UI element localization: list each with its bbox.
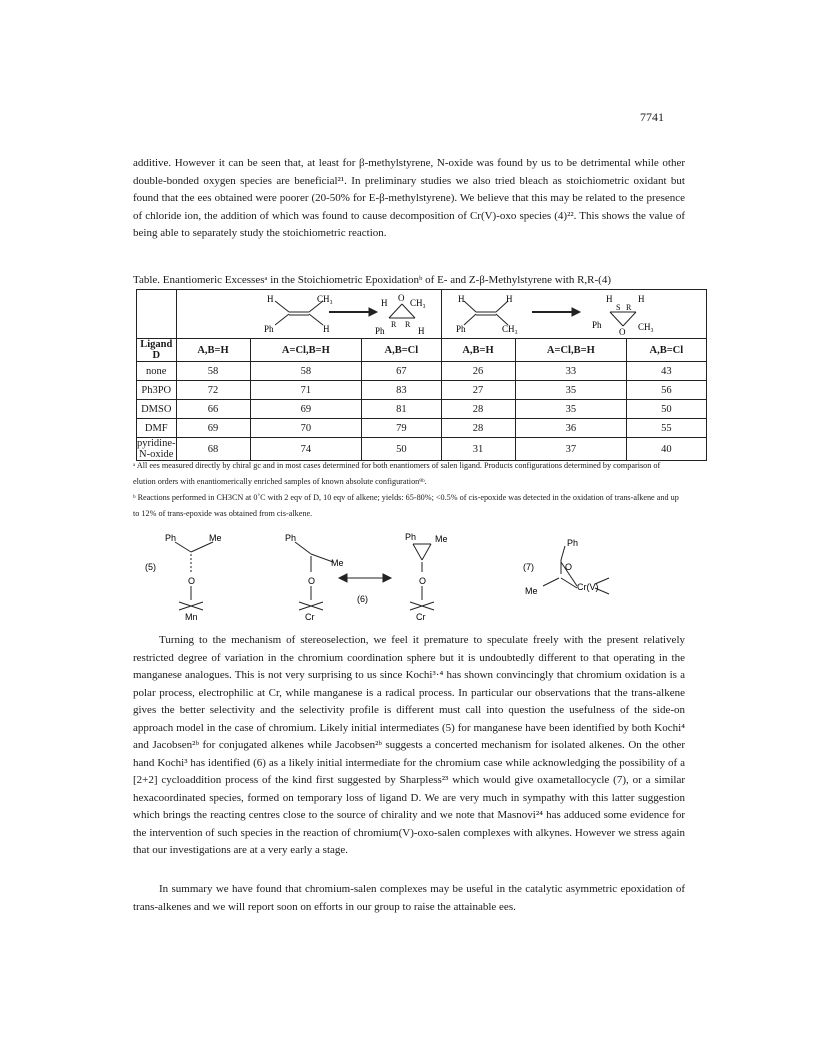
- table-cell: 83: [362, 381, 441, 400]
- structure-6b-me: Me: [435, 534, 448, 544]
- structure-5-me: Me: [209, 533, 222, 543]
- scheme-label-ph: Ph: [455, 324, 466, 334]
- table-cell: 35: [515, 400, 627, 419]
- intermediate-structures: [133, 530, 685, 626]
- scheme-label-s: S: [615, 303, 620, 312]
- table-cell: 68: [176, 438, 250, 461]
- table-cell: 43: [627, 362, 706, 381]
- scheme-label-h: H: [266, 294, 273, 304]
- ee-table: [136, 289, 684, 461]
- table-cell: 27: [441, 381, 515, 400]
- structure-6b-cr: Cr: [416, 612, 426, 622]
- scheme-label-o: O: [618, 327, 625, 337]
- scheme-label-ph: Ph: [374, 326, 385, 336]
- table-cell: 40: [627, 438, 706, 461]
- table-cell: 69: [250, 400, 362, 419]
- table-header-row: [137, 339, 707, 362]
- table-row: [137, 400, 707, 419]
- table-cell: 55: [627, 419, 706, 438]
- table-cell: 26: [441, 362, 515, 381]
- table-cell: 50: [627, 400, 706, 419]
- table-cell: 31: [441, 438, 515, 461]
- table-cell: 56: [627, 381, 706, 400]
- page-number: 7741: [640, 110, 664, 124]
- structure-7-label: (7): [523, 562, 534, 572]
- table-cell: 28: [441, 400, 515, 419]
- scheme-label-r: R: [625, 303, 631, 312]
- paragraph-summary: In summary we have found that chromium-salen complexes may be useful in the catalytic asymmetric epoxidation of trans-alkenes and we will report soon on efforts in our group to raise the attainable ees.: [133, 883, 685, 913]
- table-cell: 58: [176, 362, 250, 381]
- table-header-cell: A,B=Cl: [627, 339, 706, 362]
- structure-6b-o: O: [419, 576, 427, 586]
- table-header-cell: A,B=Cl: [362, 339, 441, 362]
- table-cell: 28: [441, 419, 515, 438]
- scheme-label-ch3: CH₃: [637, 322, 654, 332]
- scheme-z-alkene: [441, 290, 706, 339]
- paragraph-additive: additive. However it can be seen that, at least for β-methylstyrene, N-oxide was found by us to be detrimental while other double-bonded oxygen species are beneficial²¹. In preliminary studies we also tried bleach as stoichiometric oxidant but found that the ees obtained were poorer (20-50% for E-β-methylstyrene). We believe that this may be related to the presence of chloride ion, the addition of which was found to cause decomposition of Cr(V)-oxo species (4)²². This shows the value of being able to separately study the stoichiometric reaction.: [133, 157, 685, 239]
- structure-6b-ph: Ph: [405, 532, 417, 542]
- structure-6-cr: Cr: [305, 612, 315, 622]
- scheme-label-h: H: [605, 294, 612, 304]
- scheme-label-h: H: [505, 294, 512, 304]
- table-cell: 50: [362, 438, 441, 461]
- table-cell-ligand: Ph3PO: [137, 381, 177, 400]
- footnote-a: ᵃ All ees measured directly by chiral gc and in most cases determined for both enantiomers of salen ligand. Products configurations determined by comparison of elution orders with enantiomerically enriched samples of known absolute configuration⁹ᵇ.: [133, 461, 661, 486]
- scheme-label-h: H: [637, 294, 644, 304]
- scheme-blank-cell: [137, 290, 177, 339]
- table-header-cell: A=Cl,B=H: [515, 339, 627, 362]
- table-cell: 36: [515, 419, 627, 438]
- scheme-label-ph: Ph: [591, 320, 602, 330]
- table-cell-ligand: DMSO: [137, 400, 177, 419]
- structure-6-ph: Ph: [285, 533, 297, 543]
- scheme-label-h: H: [322, 324, 329, 334]
- table-header-cell: A=Cl,B=H: [250, 339, 362, 362]
- table-cell: 72: [176, 381, 250, 400]
- table-cell: 81: [362, 400, 441, 419]
- table-row: [137, 362, 707, 381]
- scheme-label-ch3: CH₃: [316, 294, 333, 304]
- scheme-label-ph: Ph: [263, 324, 274, 334]
- scheme-e-alkene: [176, 290, 441, 339]
- table-cell: 37: [515, 438, 627, 461]
- table-cell: 35: [515, 381, 627, 400]
- structure-5-ph: Ph: [165, 533, 177, 543]
- scheme-row: [137, 290, 707, 339]
- structure-5-o: O: [188, 576, 196, 586]
- structure-6-label: (6): [357, 594, 368, 604]
- table-cell-ligand: DMF: [137, 419, 177, 438]
- table-header-cell: A,B=H: [441, 339, 515, 362]
- scheme-label-r: R: [404, 320, 410, 329]
- scheme-label-r: R: [390, 320, 396, 329]
- table-cell: 66: [176, 400, 250, 419]
- structure-5-label: (5): [145, 562, 156, 572]
- table-row: [137, 381, 707, 400]
- scheme-label-o: O: [397, 293, 404, 303]
- scheme-label-ch3: CH₃: [501, 324, 518, 334]
- structure-7-ph: Ph: [567, 538, 579, 548]
- table-cell-ligand: none: [137, 362, 177, 381]
- scheme-label-h: H: [417, 326, 424, 336]
- table-header-cell: A,B=H: [176, 339, 250, 362]
- table-row: [137, 419, 707, 438]
- scheme-label-h: H: [457, 294, 464, 304]
- scheme-label-h: H: [380, 298, 387, 308]
- structure-7-cr: Cr(V): [577, 582, 599, 592]
- table-cell: 33: [515, 362, 627, 381]
- structure-7-o: O: [565, 562, 573, 572]
- structure-6-me: Me: [331, 558, 344, 568]
- table-cell: 70: [250, 419, 362, 438]
- table-caption: Table. Enantiomeric Excessesᵃ in the Stoichiometric Epoxidationᵇ of E- and Z-β-Methylstyrene with R,R-(4): [133, 274, 612, 286]
- table-header-cell: Ligand D: [137, 339, 177, 362]
- scheme-label-ch3: CH₃: [409, 298, 426, 308]
- table-cell: 74: [250, 438, 362, 461]
- paragraph-mechanism: Turning to the mechanism of stereoselection, we feel it premature to speculate freely with the present relatively restricted degree of variation in the chromium coordination sphere but it is undoubtedly different to that operating in the manganese analogues. This is not very surprising to us since Kochi³·⁴ has shown convincingly that chromium oxidation is a polar process, electrophilic at Cr, while manganese is a radical process. In particular our observations that the trans-alkene gives the better selectivity and the selectivity profile is different must call into question the usefulness of the side-on approach model in the case of chromium. Likely initial intermediates (5) for manganese have been identified by both Kochi⁴ and Jacobsen²ᵇ for conjugated alkenes while Jacobsen²ᵇ suggests a concerted mechanism for isolated alkenes. On the other hand Kochi³ has identified (6) as a likely initial intermediate for the chromium case while acknowledging the possibility of a [2+2] cycloaddition process of the kind first suggested by Sharpless²³ which would give oxametallocycle (7), or a similar hexacoordinated species, formed on temporary loss of ligand D. We are very much in sympathy with this latter suggestion which brings the reacting centres close to the source of chirality and we note that Masnovi²⁴ has adduced some evidence for the intervention of such species in the reaction of chromium(V)-oxo-salen complexes with alkynes. However we stress again that our investigations are at a very early a stage.: [133, 634, 685, 856]
- footnote-b: ᵇ Reactions performed in CH3CN at 0˚C with 2 eqv of D, 10 eqv of alkene; yields: 65-80%; <0.5% of cis-epoxide was detected in the oxidation of trans-alkene and up to 12% of trans-epoxide was obtained from cis-alkene.: [133, 493, 679, 518]
- table-cell: 67: [362, 362, 441, 381]
- table-cell: 58: [250, 362, 362, 381]
- structure-5-mn: Mn: [185, 612, 198, 622]
- structure-6-o: O: [308, 576, 316, 586]
- structure-7-me: Me: [525, 586, 538, 596]
- table-cell: 69: [176, 419, 250, 438]
- table-cell-ligand: pyridine-N-oxide: [137, 438, 176, 460]
- table-cell: 79: [362, 419, 441, 438]
- table-cell: 71: [250, 381, 362, 400]
